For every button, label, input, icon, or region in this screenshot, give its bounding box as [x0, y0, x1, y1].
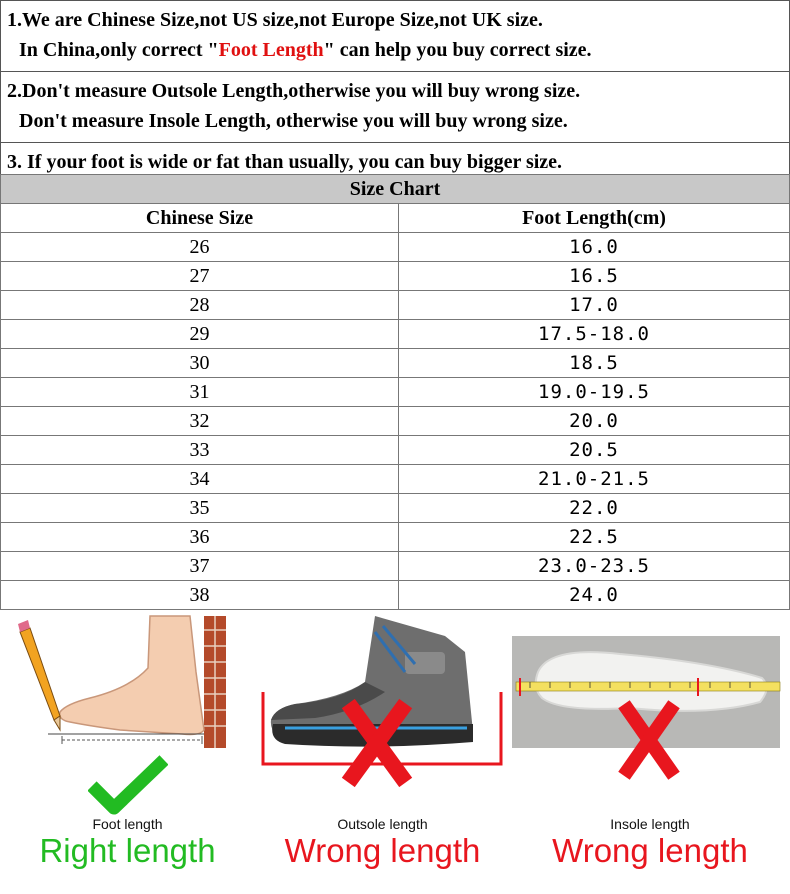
- size-cell: 29: [1, 320, 399, 349]
- size-cell: 36: [1, 523, 399, 552]
- note-1-line-2-pre: In China,only correct ": [19, 39, 219, 61]
- foot-length-cell: 20.0: [399, 407, 790, 436]
- size-row: [1, 262, 790, 291]
- foot-length-cell: 16.5: [399, 262, 790, 291]
- size-row: [1, 436, 790, 465]
- pencil-icon: [18, 620, 60, 730]
- insole-length-panel: [510, 612, 790, 894]
- size-chart-table: [0, 174, 790, 610]
- foot-length-cell: 24.0: [399, 581, 790, 610]
- size-row: [1, 233, 790, 262]
- size-row: [1, 407, 790, 436]
- size-notes: [0, 0, 790, 184]
- size-cell: 35: [1, 494, 399, 523]
- foot-length-cell: 20.5: [399, 436, 790, 465]
- foot-length-cell: 18.5: [399, 349, 790, 378]
- outsole-length-caption: Outsole length: [337, 816, 428, 832]
- size-cell: 38: [1, 581, 399, 610]
- size-cell: 27: [1, 262, 399, 291]
- note-2-line-1: 2.Don't measure Outsole Length,otherwise you will buy wrong size.: [7, 80, 581, 102]
- note-2: [1, 72, 789, 143]
- size-row: [1, 291, 790, 320]
- note-1: [1, 1, 789, 72]
- size-cell: 30: [1, 349, 399, 378]
- column-header-chinese-size: Chinese Size: [1, 204, 399, 233]
- foot-length-cell: 16.0: [399, 233, 790, 262]
- note-2-line-2: Don't measure Insole Length, otherwise you will buy wrong size.: [19, 110, 568, 132]
- foot-length-cell: 22.0: [399, 494, 790, 523]
- size-cell: 32: [1, 407, 399, 436]
- foot-length-cell: 22.5: [399, 523, 790, 552]
- foot-length-cell: 21.0-21.5: [399, 465, 790, 494]
- size-cell: 34: [1, 465, 399, 494]
- size-row: [1, 523, 790, 552]
- size-cell: 33: [1, 436, 399, 465]
- insole-illustration: [510, 612, 790, 812]
- size-row: [1, 465, 790, 494]
- outsole-wrong-length-label: Wrong length: [284, 832, 481, 869]
- note-3-line-1: 3. If your foot is wide or fat than usually, you can buy bigger size.: [7, 151, 563, 173]
- column-header-foot-length: Foot Length(cm): [399, 204, 790, 233]
- insole-length-caption: Insole length: [610, 816, 690, 832]
- note-1-line-1: 1.We are Chinese Size,not US size,not Europe Size,not UK size.: [7, 9, 543, 31]
- check-icon: [88, 754, 168, 818]
- note-1-line-2: [7, 35, 783, 65]
- size-row: [1, 552, 790, 581]
- note-1-line-2-post: " can help you buy correct size.: [323, 39, 592, 61]
- size-row: [1, 581, 790, 610]
- size-row: [1, 378, 790, 407]
- foot-length-caption: Foot length: [92, 816, 163, 832]
- foot-length-cell: 17.0: [399, 291, 790, 320]
- insole-wrong-length-label: Wrong length: [552, 832, 748, 869]
- size-row: [1, 320, 790, 349]
- outsole-length-panel: [255, 612, 510, 894]
- foot-length-cell: 17.5-18.0: [399, 320, 790, 349]
- size-cell: 28: [1, 291, 399, 320]
- shoe-illustration: [255, 612, 510, 812]
- size-row: [1, 349, 790, 378]
- size-cell: 26: [1, 233, 399, 262]
- right-length-label: Right length: [39, 832, 216, 869]
- foot-length-highlight: Foot Length: [218, 39, 324, 61]
- size-row: [1, 494, 790, 523]
- foot-length-panel: [0, 612, 255, 894]
- size-cell: 31: [1, 378, 399, 407]
- foot-length-cell: 23.0-23.5: [399, 552, 790, 581]
- size-cell: 37: [1, 552, 399, 581]
- size-chart-body: [1, 233, 790, 610]
- size-chart-title: Size Chart: [1, 175, 790, 204]
- foot-length-cell: 19.0-19.5: [399, 378, 790, 407]
